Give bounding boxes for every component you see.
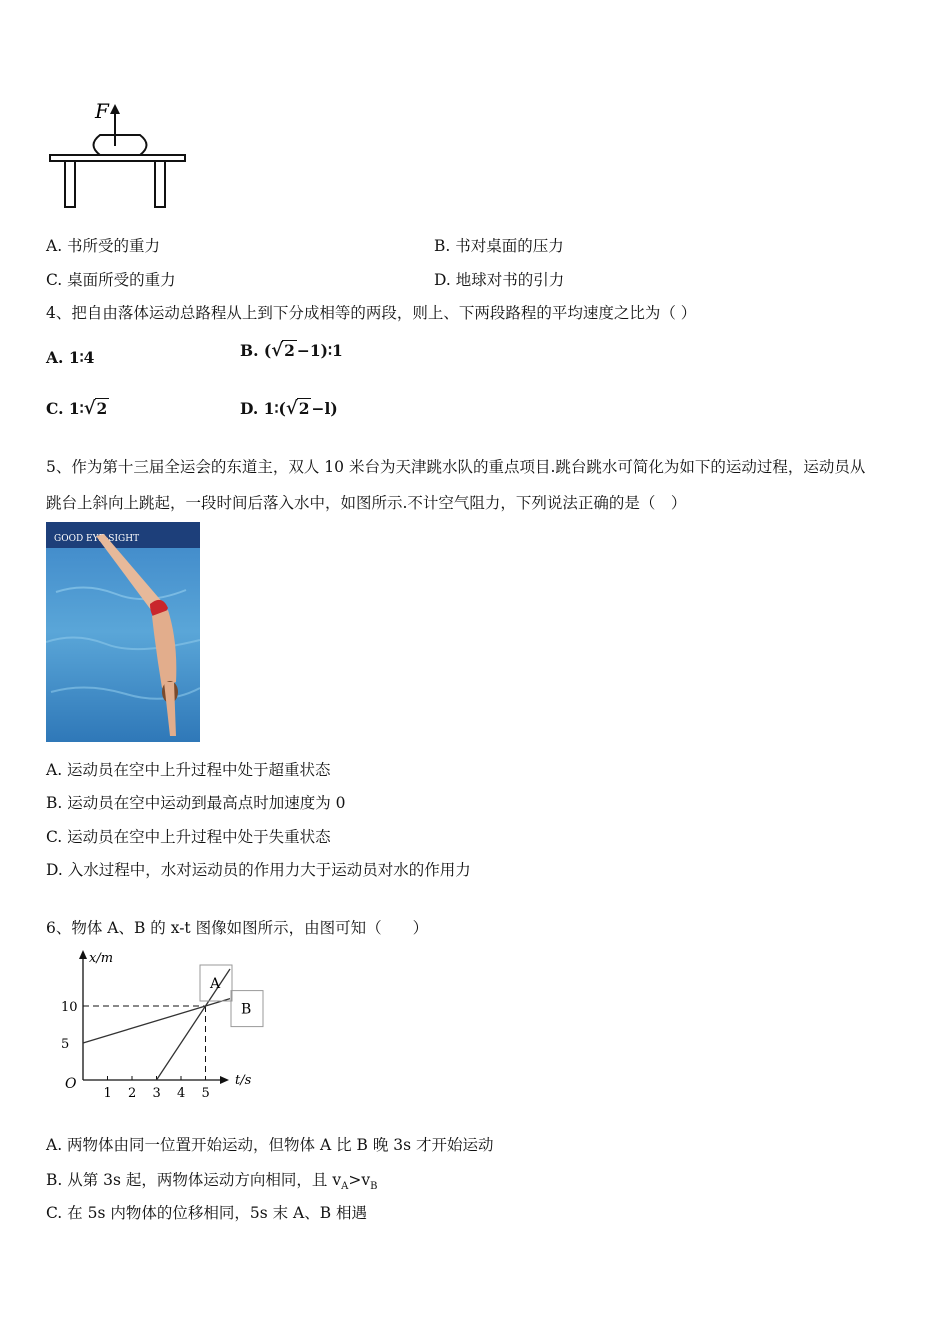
q4-option-d-suffix: −l) [311,399,338,418]
photo-banner-text: GOOD EYE-SIGHT [54,534,140,544]
q3-option-c: C. 桌面所受的重力 [46,271,176,289]
table-book-figure [45,98,195,213]
x-axis-label: t/s [235,1073,252,1088]
sqrt-symbol: √2 [271,340,295,361]
q4-option-c [46,398,109,419]
q3-option-d: D. 地球对书的引力 [434,271,565,289]
y-axis-arrow [79,950,87,959]
q6-option-b-compare: >v [348,1171,371,1189]
y-tick-label: 5 [61,1037,70,1052]
x-tick-label: 2 [128,1086,137,1101]
sqrt-symbol: √2 [83,398,108,419]
x-tick-label: 1 [103,1086,112,1101]
xt-chart [55,948,265,1108]
q4-option-d [240,398,338,419]
x-tick-label: 5 [201,1086,210,1101]
y-axis-label: x/m [89,951,114,966]
q4-stem: 4、把自由落体运动总路程从上到下分成相等的两段，则上、下两段路程的平均速度之比为（ ） [46,304,697,322]
x-tick-label: 4 [177,1086,186,1101]
x-tick-label: 3 [152,1086,161,1101]
q4-option-d-prefix: D. 1∶( [240,399,286,418]
origin-label: O [65,1076,77,1092]
series-label-a: A [210,976,221,992]
force-arrowhead [110,104,120,114]
q4-option-b [240,340,343,361]
q5-stem-line2: 跳台上斜向上跳起，一段时间后落入水中，如图所示.不计空气阻力，下列说法正确的是（ ） [46,494,687,512]
q4-option-a: A. 1∶4 [46,348,95,367]
book-shape [94,135,147,155]
q6-option-a: A. 两物体由同一位置开始运动，但物体 A 比 B 晚 3s 才开始运动 [46,1136,494,1154]
q3-option-a: A. 书所受的重力 [46,237,161,255]
q5-option-c: C. 运动员在空中上升过程中处于失重状态 [46,828,331,846]
series-label-b: B [241,1001,252,1018]
q6-stem: 6、物体 A、B 的 x-t 图像如图所示，由图可知（ ） [46,919,429,937]
q4-option-b-prefix: B. ( [240,341,272,360]
q6-option-c: C. 在 5s 内物体的位移相同，5s 末 A、B 相遇 [46,1204,368,1222]
q6-option-b-text: B. 从第 3s 起，两物体运动方向相同，且 v [46,1171,342,1189]
q4-option-b-suffix: −1)∶1 [296,341,343,360]
table-leg-left [65,161,75,207]
diver-photo [46,522,200,742]
q4-option-c-prefix: C. 1∶ [46,399,84,418]
sqrt-symbol: √2 [285,398,310,419]
table-leg-right [155,161,165,207]
q6-option-b-sub-b: B [370,1181,378,1193]
q5-option-a: A. 运动员在空中上升过程中处于超重状态 [46,761,331,779]
q5-stem-line1: 5、作为第十三届全运会的东道主，双人 10 米台为天津跳水队的重点项目.跳台跳水可简化为如下的运动过程，运动员从 [46,458,866,476]
radicand: 2 [284,341,295,360]
q6-option-b [46,1168,377,1192]
q5-option-d: D. 入水过程中，水对运动员的作用力大于运动员对水的作用力 [46,861,471,879]
x-axis-arrow [220,1076,229,1084]
y-tick-label: 10 [61,1000,78,1015]
radicand: 2 [96,399,108,418]
q6-option-b-sub-a: A [341,1181,349,1193]
radicand: 2 [298,399,310,418]
q5-option-b: B. 运动员在空中运动到最高点时加速度为 0 [46,794,346,812]
series-line-b [83,999,230,1043]
force-label: F [95,99,109,123]
q3-option-b: B. 书对桌面的压力 [434,237,564,255]
